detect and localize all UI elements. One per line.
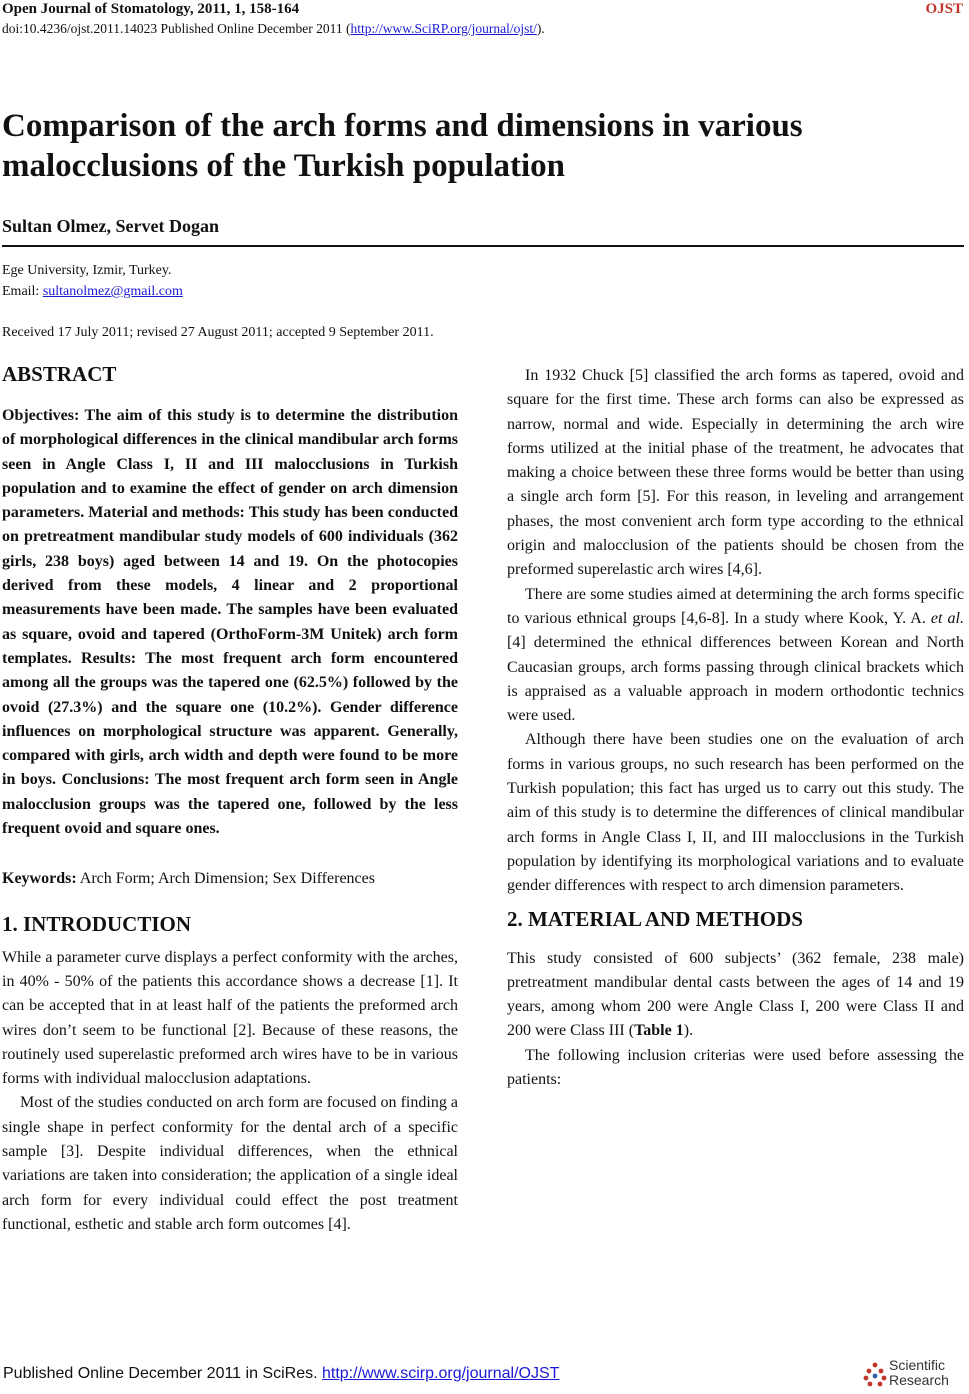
keywords-list: Arch Form; Arch Dimension; Sex Differences bbox=[76, 870, 375, 888]
email-line bbox=[2, 283, 183, 301]
scientific-research-logo bbox=[863, 1358, 963, 1392]
intro-paragraph-4 bbox=[507, 583, 964, 729]
submission-dates: Received 17 July 2011; revised 27 August 2011; accepted 9 September 2011. bbox=[2, 325, 434, 340]
methods-paragraph-1 bbox=[507, 947, 964, 1044]
right-column bbox=[507, 364, 964, 1092]
journal-abbreviation: OJST bbox=[925, 1, 963, 17]
footer-text: Published Online December 2011 in SciRes. bbox=[3, 1365, 322, 1382]
left-column bbox=[2, 360, 458, 1237]
intro-paragraph-5: Although there have been studies one on the evaluation of arch forms in various groups, no such research has been performed on the Turkish population; this fact has urged us to carry out this study. The aim of this study is to determine the differences of clinical mandibular arch forms in Angle Class I, II, and III malocclusions in the Turkish population by identifying its morphological variations and to evaluate gender differences with respect to arch dimension parameters. bbox=[507, 731, 964, 895]
doi-suffix: ). bbox=[536, 21, 545, 36]
journal-url-link[interactable]: http://www.SciRP.org/journal/ojst/ bbox=[350, 21, 537, 36]
intro-paragraph-4-text: There are some studies aimed at determining the arch forms specific to various ethnical groups [4,6-8]. In a study where Kook, Y. A. bbox=[507, 585, 964, 627]
affiliation: Ege University, Izmir, Turkey. bbox=[2, 263, 172, 278]
methods-paragraph-2: The following inclusion criterias were used before assessing the patients: bbox=[507, 1046, 964, 1089]
intro-paragraph-2: Most of the studies conducted on arch form are focused on finding a single shape in perfect conformity for the dental arch of a specific sample [3]. Despite individual differences, when the ethnical variations are taken into consideration; the application of a single ideal arch form for every individual could effect the post treatment functional, esthetic and stable arch form outcomes [4]. bbox=[2, 1094, 458, 1233]
journal-name: Open Journal of Stomatology, 2011, 1, 158-164 bbox=[2, 1, 300, 17]
keywords-label: Keywords: bbox=[2, 870, 77, 888]
doi-text: doi:10.4236/ojst.2011.14023 Published Online December 2011 ( bbox=[2, 21, 351, 36]
intro-paragraph-3: In 1932 Chuck [5] classified the arch forms as tapered, ovoid and square for the first time. These arch forms can also be expressed as narrow, normal and wide. Especially in determining the arch wire forms utilized at the initial phase of the treatment, he advocates that making a choice between these three forms would be better than using a single arch form [5]. For this reason, in leveling and arrangement phases, the most convenient arch form type according to the ethnical origin and malocclusion of the patients should be chosen from the preformed superelastic arch wires [4,6]. bbox=[507, 367, 964, 579]
abstract-body: Objectives: The aim of this study is to determine the distribution of morphological differences in the clinical mandibular arch forms seen in Angle Class I, II and III malocclusions in Turkish population and to examine the effect of gender on arch dimension parameters. Material and methods: This study has been conducted on pretreatment mandibular study models of 600 individuals (362 girls, 238 boys) aged between 14 and 19. On the photocopies derived from these models, 4 linear and 2 proportional measurements have been made. The samples have been evaluated as square, ovoid and tapered (OrthoForm-3M Unitek) arch form templates. Results: The most frequent arch form encountered among all the groups was the tapered one (62.5%) followed by the ovoid (27.3%) and the square one (10.2%). Gender difference influences on morphological structure was apparent. Generally, compared with girls, arch width and depth were found to be more in boys. Conclusions: The most frequent arch form seen in Angle malocclusion groups was the tapered one, followed by the less frequent ovoid and square ones. bbox=[2, 407, 458, 838]
methods-paragraph-1-end: ). bbox=[683, 1022, 694, 1040]
article-title: Comparison of the arch forms and dimensions in various malocclusions of the Turkish population bbox=[2, 108, 803, 184]
logo-word-2: Research bbox=[889, 1372, 949, 1388]
abstract-heading: ABSTRACT bbox=[2, 362, 117, 386]
table-1-reference[interactable]: Table 1 bbox=[634, 1022, 684, 1040]
logo-wordmark bbox=[889, 1358, 949, 1388]
scirp-logo-icon bbox=[863, 1362, 887, 1388]
email-link[interactable]: sultanolmez@gmail.com bbox=[42, 284, 183, 299]
author-list: Sultan Olmez, Servet Dogan bbox=[2, 216, 219, 236]
email-label: Email: bbox=[2, 284, 43, 299]
footer-journal-link[interactable]: http://www.scirp.org/journal/OJST bbox=[321, 1365, 560, 1382]
keywords bbox=[2, 867, 458, 891]
methods-heading: 2. MATERIAL AND METHODS bbox=[507, 906, 803, 931]
et-al: et al. bbox=[930, 609, 964, 627]
doi-line bbox=[2, 21, 545, 37]
intro-paragraph-4-text-b: [4] determined the ethnical differences between Korean and North Caucasian groups, arch forms passing through clinical brackets which is appraised as a valuable approach in modern orthodontic technics were used. bbox=[507, 634, 964, 725]
methods-paragraph-1-text: This study consisted of 600 subjects’ (362 female, 238 male) pretreatment mandibular dental casts between the ages of 14 and 19 years, among whom 200 were Angle Class I, 200 were Class II and 200 were Class III ( bbox=[507, 949, 964, 1040]
logo-word-1: Scientific bbox=[889, 1357, 946, 1373]
title-divider bbox=[2, 245, 964, 247]
intro-paragraph-1: While a parameter curve displays a perfect conformity with the arches, in 40% - 50% of the patients this accordance shows a decrease [1]. It can be accepted that in at least half of the patients the preformed arch wires don’t seem to be functional [2]. Because of these reasons, the routinely used superelastic preformed arch wires have to be in various forms with individual malocclusion adaptations. bbox=[2, 948, 458, 1088]
introduction-heading: 1. INTRODUCTION bbox=[2, 911, 192, 936]
footer-publication-note bbox=[3, 1364, 559, 1384]
